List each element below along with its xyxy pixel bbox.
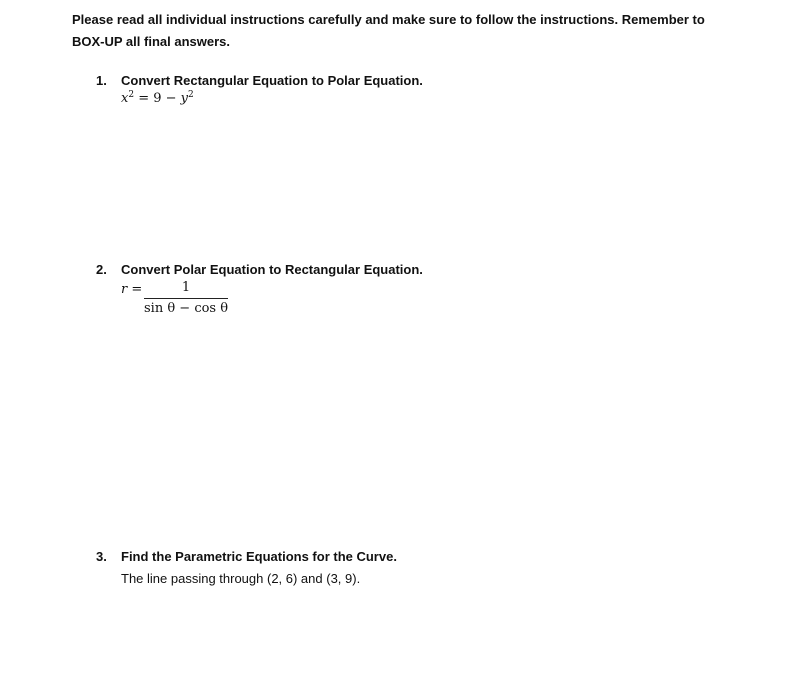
equation-variable-r: r xyxy=(121,282,128,297)
fraction-bar xyxy=(144,298,228,299)
problem-number: 3. xyxy=(96,549,107,564)
equation-variable-y: y xyxy=(180,91,189,106)
problem-title: Convert Polar Equation to Rectangular Equation. xyxy=(121,262,423,277)
instructions-line-2: BOX-UP all final answers. xyxy=(72,34,230,49)
equation-variable-x: x xyxy=(121,91,129,106)
polar-equation-fraction xyxy=(144,280,228,317)
fraction-numerator: 1 xyxy=(181,280,191,295)
polar-equation-lhs xyxy=(121,282,142,298)
fraction-denominator: sin θ − cos θ xyxy=(144,301,229,316)
problem-number: 1. xyxy=(96,73,107,88)
equation-rhs-constant: = 9 − xyxy=(138,91,181,106)
rectangular-equation xyxy=(121,89,194,109)
equation-exponent: 2 xyxy=(188,90,194,100)
problem-title: Convert Rectangular Equation to Polar Equation. xyxy=(121,73,423,88)
instructions xyxy=(72,9,732,53)
problem-number: 2. xyxy=(96,262,107,277)
instructions-line-1: Please read all individual instructions carefully and make sure to follow the instructions. Remember to xyxy=(72,12,705,27)
equation-equals: = xyxy=(127,282,143,297)
problem-title: Find the Parametric Equations for the Curve. xyxy=(121,549,397,564)
problem-description: The line passing through (2, 6) and (3, 9). xyxy=(121,571,361,586)
equation-exponent: 2 xyxy=(128,90,135,100)
